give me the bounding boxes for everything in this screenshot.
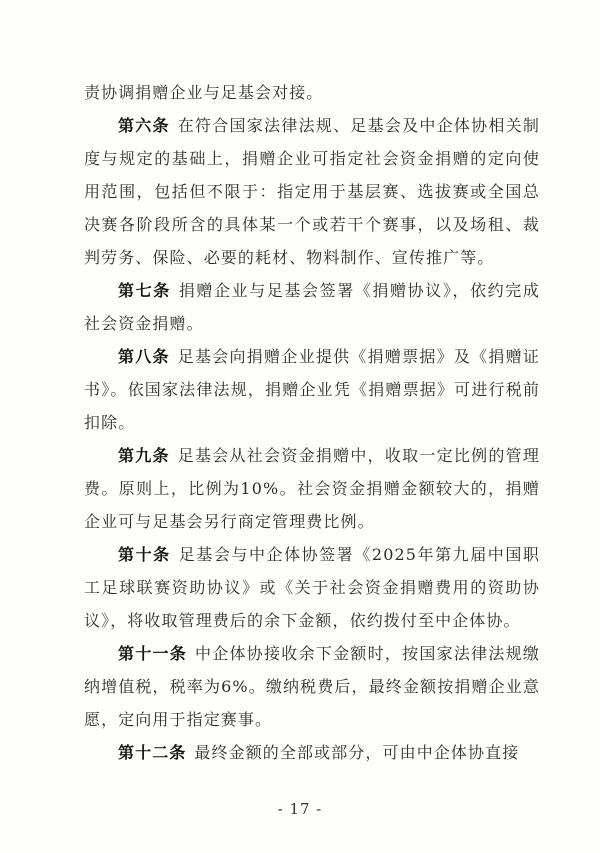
article-7-text: 捐赠企业与足基会签署《捐赠协议》，依约完成社会资金捐赠。 (84, 281, 540, 333)
article-8-lead: 第八条 (118, 347, 170, 366)
article-8-text: 足基会向捐赠企业提供《捐赠票据》及《捐赠证书》。依国家法律法规，捐赠企业凭《捐赠票据》可进行税前扣除。 (84, 347, 540, 432)
article-9-lead: 第九条 (118, 446, 170, 465)
article-12-lead: 第十二条 (118, 743, 187, 762)
article-6-lead: 第六条 (118, 116, 170, 135)
article-9 (84, 439, 540, 538)
article-11-lead: 第十一条 (118, 644, 188, 663)
article-7-lead: 第七条 (118, 281, 171, 300)
article-10 (84, 538, 540, 637)
article-11 (84, 637, 540, 736)
article-6 (84, 109, 540, 274)
article-12-text: 最终金额的全部或部分，可由中企体协直接 (194, 743, 520, 762)
article-10-text: 足基会与中企体协签署《2025年第九届中国职工足球联赛资助协议》或《关于社会资金捐赠费用的资助协议》，将收取管理费后的余下金额，依约拨付至中企体协。 (84, 545, 540, 630)
article-7 (84, 274, 540, 340)
article-6-text: 在符合国家法律法规、足基会及中企体协相关制度与规定的基础上，捐赠企业可指定社会资金捐赠的定向使用范围，包括但不限于：指定用于基层赛、选拔赛或全国总决赛各阶段所含的具体某一个或若干个赛事，以及场租、裁判劳务、保险、必要的耗材、物料制作、宣传推广等。 (84, 116, 540, 267)
article-10-lead: 第十条 (118, 545, 171, 564)
article-9-text: 足基会从社会资金捐赠中，收取一定比例的管理费。原则上，比例为10%。社会资金捐赠金额较大的，捐赠企业可与足基会另行商定管理费比例。 (84, 446, 540, 531)
page-number: - 17 - (277, 800, 323, 818)
article-11-text: 中企体协接收余下金额时，按国家法律法规缴纳增值税，税率为6%。缴纳税费后，最终金额按捐赠企业意愿，定向用于指定赛事。 (84, 644, 540, 729)
article-12 (84, 736, 540, 769)
article-8 (84, 340, 540, 439)
continuation-paragraph: 责协调捐赠企业与足基会对接。 (84, 83, 324, 102)
